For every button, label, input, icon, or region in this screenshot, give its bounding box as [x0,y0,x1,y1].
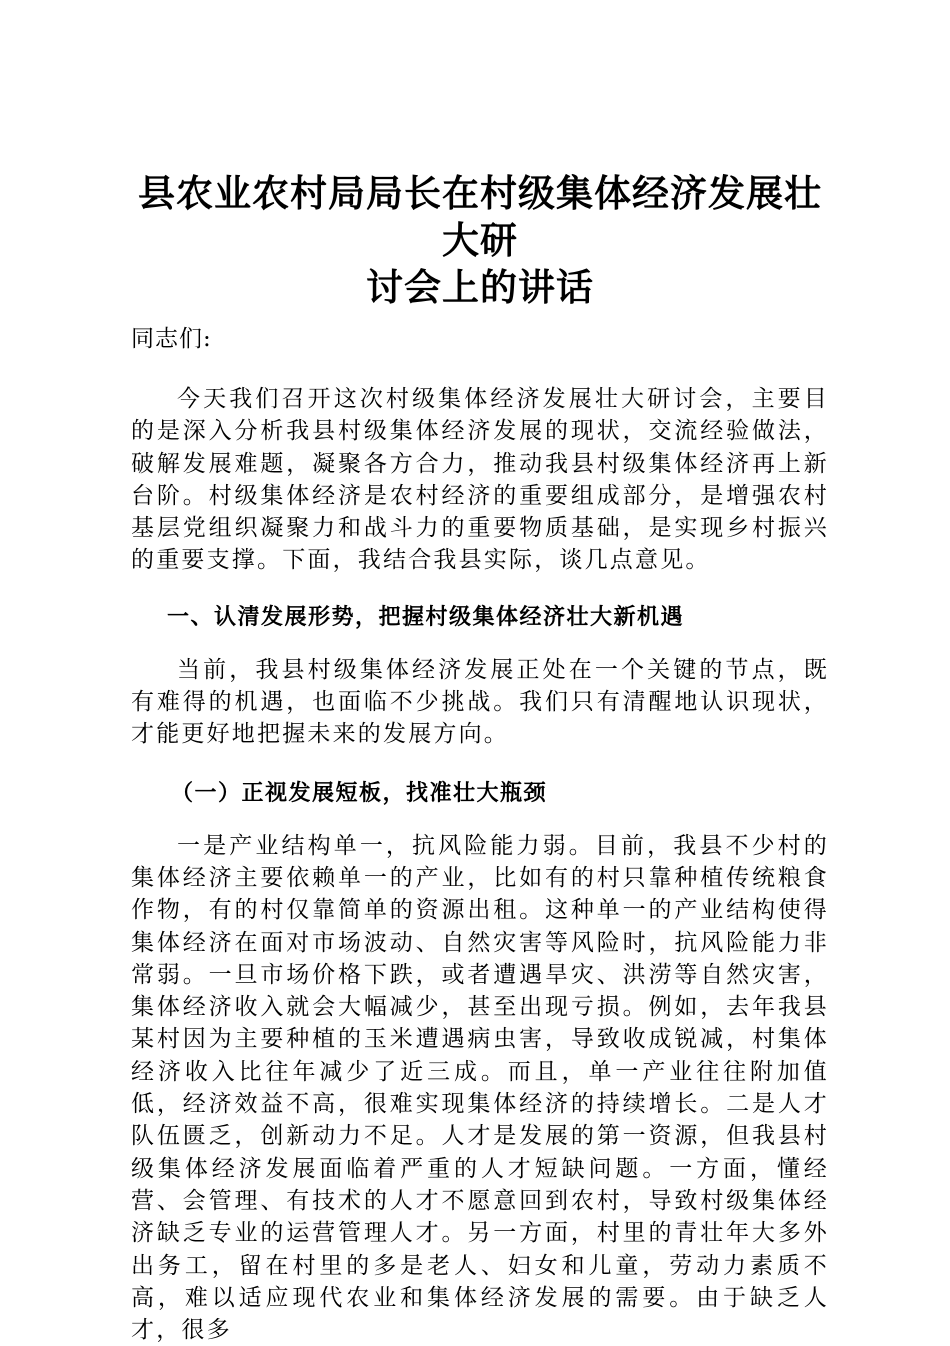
subsection-heading-1: （一）正视发展短板，找准壮大瓶颈 [171,780,548,806]
paragraph-shortcomings: 一是产业结构单一，抗风险能力弱。目前，我县不少村的集体经济主要依赖单一的产业，比如有的村只靠种植传统粮食作物，有的村仅靠简单的资源出租。这种单一的产业结构使得集体经济在面对市场波动、自然灾害等风险时，抗风险能力非常弱。一旦市场价格下跌，或者遭遇旱灾、洪涝等自然灾害，集体经济收入就会大幅减少，甚至出现亏损。例如，去年我县某村因为主要种植的玉米遭遇病虫害，导致收成锐减，村集体经济收入比往年减少了近三成。而且，单一产业往往附加值低，经济效益不高，很难实现集体经济的持续增长。二是人才队伍匮乏，创新动力不足。人才是发展的第一资源，但我县村级集体经济发展面临着严重的人才短缺问题。一方面，懂经营、会管理、有技术的人才不愿意回到农村，导致村级集体经济缺乏专业的运营管理人才。另一方面，村里的青壮年大多外出务工，留在村里的多是老人、妇女和儿童，劳动力素质不高，难以适应现代农业和集体经济发展的需要。由于缺乏人才，很多 [131,832,829,1344]
document-page [131,170,829,1346]
title-line-2: 讨会上的讲话 [366,265,594,309]
document-title [131,170,829,311]
paragraph-situation: 当前，我县村级集体经济发展正处在一个关键的节点，既有难得的机遇，也面临不少挑战。我们只有清醒地认识现状，才能更好地把握未来的发展方向。 [131,656,829,748]
paragraph-intro: 今天我们召开这次村级集体经济发展壮大研讨会，主要目的是深入分析我县村级集体经济发展的现状，交流经验做法，破解发展难题，凝聚各方合力，推动我县村级集体经济再上新台阶。村级集体经济是农村经济的重要组成部分，是增强农村基层党组织凝聚力和战斗力的重要物质基础，是实现乡村振兴的重要支撑。下面，我结合我县实际，谈几点意见。 [131,386,829,574]
title-line-1: 县农业农村局局长在村级集体经济发展壮大研 [138,171,822,262]
salutation: 同志们: [131,326,212,352]
section-heading-1: 一、认清发展形势，把握村级集体经济壮大新机遇 [167,604,685,630]
